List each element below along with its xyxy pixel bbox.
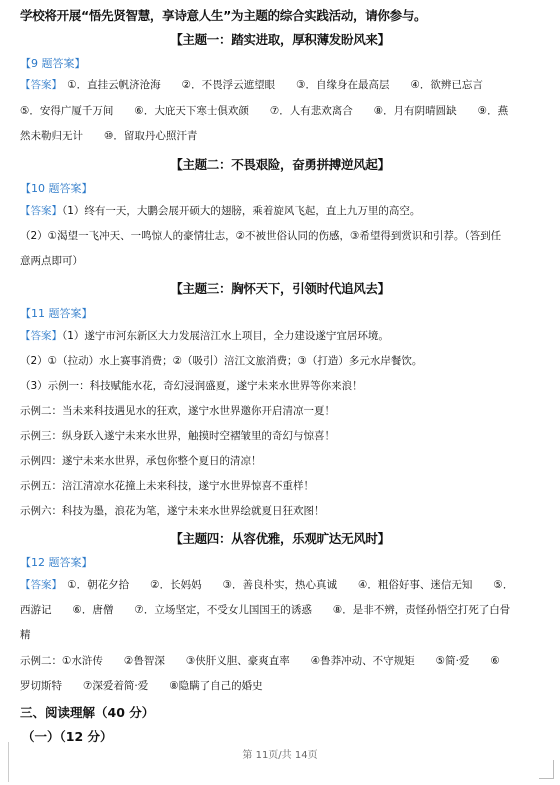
subsection-heading: （一）（12 分） (22, 729, 113, 744)
page-margin-line (8, 742, 9, 782)
theme3-line-7 (20, 479, 540, 493)
answer-text: 然未勒归无计 ⑩．留取丹心照汗青 (20, 130, 198, 142)
theme2-answer-tag: 【10 题答案】 (20, 182, 93, 195)
theme4-line-3 (20, 628, 540, 642)
answer-text: ①．直挂云帆济沧海 ②．不畏浮云遮望眼 ③．自缘身在最高层 ④．欲辨已忘言 (56, 79, 483, 91)
theme2-title: 【主题二：不畏艰险，奋勇拼搏逆风起】 (170, 157, 390, 172)
answer-text: 罗切斯特 ⑦深爱着简·爱 ⑧隐瞒了自己的婚史 (20, 680, 263, 692)
answer-text: 示例二：当未来科技遇见水的狂欢，遂宁水世界邀你开启清凉一夏！ (20, 405, 335, 417)
answer-text: 示例五：涪江清凉水花撞上未来科技，遂宁水世界惊喜不重样！ (20, 480, 314, 492)
answer-text: （1）终有一天，大鹏会展开硕大的翅膀，乘着旋风飞起，直上九万里的高空。 (62, 205, 421, 217)
answer-label: 【答案】 (20, 330, 62, 342)
page-corner-mark (539, 760, 554, 779)
theme3-line-4 (20, 404, 540, 418)
answer-label: 【答案】 (20, 579, 57, 591)
answer-text: （1）遂宁市河东新区大力发展涪江水上项目，全力建设遂宁宜居环境。 (62, 330, 389, 342)
answer-text: 示例四：遂宁未来水世界，承包你整个夏日的清凉！ (20, 455, 262, 467)
theme2-line-1 (20, 204, 540, 218)
answer-text: （3）示例一：科技赋能水花，奇幻浸润盛夏，遂宁未来水世界等你来浪！ (20, 380, 363, 392)
theme4-title: 【主题四：从容优雅，乐观旷达无风时】 (170, 531, 390, 546)
page-number: 第 11页/共 14页 (242, 750, 318, 761)
theme3-title: 【主题三：胸怀天下，引领时代追风去】 (170, 281, 390, 296)
theme1-answer-tag: 【9 题答案】 (20, 57, 86, 70)
theme4-line-1 (20, 578, 540, 592)
theme4-answer-tag: 【12 题答案】 (20, 556, 93, 569)
theme1-line-3 (20, 129, 540, 143)
theme4-line-4 (20, 654, 540, 668)
answer-text: 西游记 ⑥．唐僧 ⑦．立场坚定，不受女儿国国王的诱惑 ⑧．是非不辨，责怪孙悟空打死了白骨 (20, 604, 511, 616)
theme3-line-3 (20, 379, 540, 393)
theme1-title: 【主题一：踏实进取，厚积薄发盼风来】 (170, 32, 390, 47)
theme2-line-2 (20, 229, 540, 243)
section-heading-reading: 三、阅读理解（40 分） (20, 705, 155, 720)
theme3-line-2 (20, 354, 540, 368)
theme3-line-8 (20, 504, 540, 518)
theme2-line-3 (20, 254, 540, 268)
answer-text: 示例六：科技为墨，浪花为笔，遂宁未来水世界绘就夏日狂欢图！ (20, 505, 325, 517)
answer-text: ①．朝花夕拾 ②．长妈妈 ③．善良朴实，热心真诚 ④．粗俗好事、迷信无知 ⑤． (56, 579, 514, 591)
answer-text: ⑤．安得广厦千万间 ⑥．大庇天下寒士俱欢颜 ⑦．人有悲欢离合 ⑧．月有阴晴圆缺 ⑨．燕 (20, 105, 509, 117)
theme3-line-5 (20, 429, 540, 443)
theme1-line-2 (20, 104, 540, 118)
theme3-line-1 (20, 329, 540, 343)
answer-text: （2）①渴望一飞冲天、一鸣惊人的豪情壮志，②不被世俗认同的伤感，③希望得到赏识和引荐。（答到任 (20, 230, 502, 242)
answer-text: 示例二：①水浒传 ②鲁智深 ③侠肝义胆、豪爽直率 ④鲁莽冲动、不守规矩 ⑤简·爱 ⑥ (20, 655, 500, 667)
theme3-answer-tag: 【11 题答案】 (20, 307, 93, 320)
answer-label: 【答案】 (20, 79, 57, 91)
answer-label: 【答案】 (20, 205, 62, 217)
theme4-line-2 (20, 603, 540, 617)
theme1-line-1 (20, 78, 540, 92)
intro-text: 学校将开展“悟先贤智慧，享诗意人生”为主题的综合实践活动，请你参与。 (20, 8, 427, 23)
answer-text: 意两点即可） (20, 255, 83, 267)
theme4-line-5 (20, 679, 540, 693)
answer-text: （2）①（拉动）水上赛事消费；②（吸引）涪江文旅消费；③（打造）多元水岸餐饮。 (20, 355, 423, 367)
answer-text: 示例三：纵身跃入遂宁未来水世界，触摸时空褶皱里的奇幻与惊喜！ (20, 430, 335, 442)
answer-text: 精 (20, 629, 31, 641)
theme3-line-6 (20, 454, 540, 468)
